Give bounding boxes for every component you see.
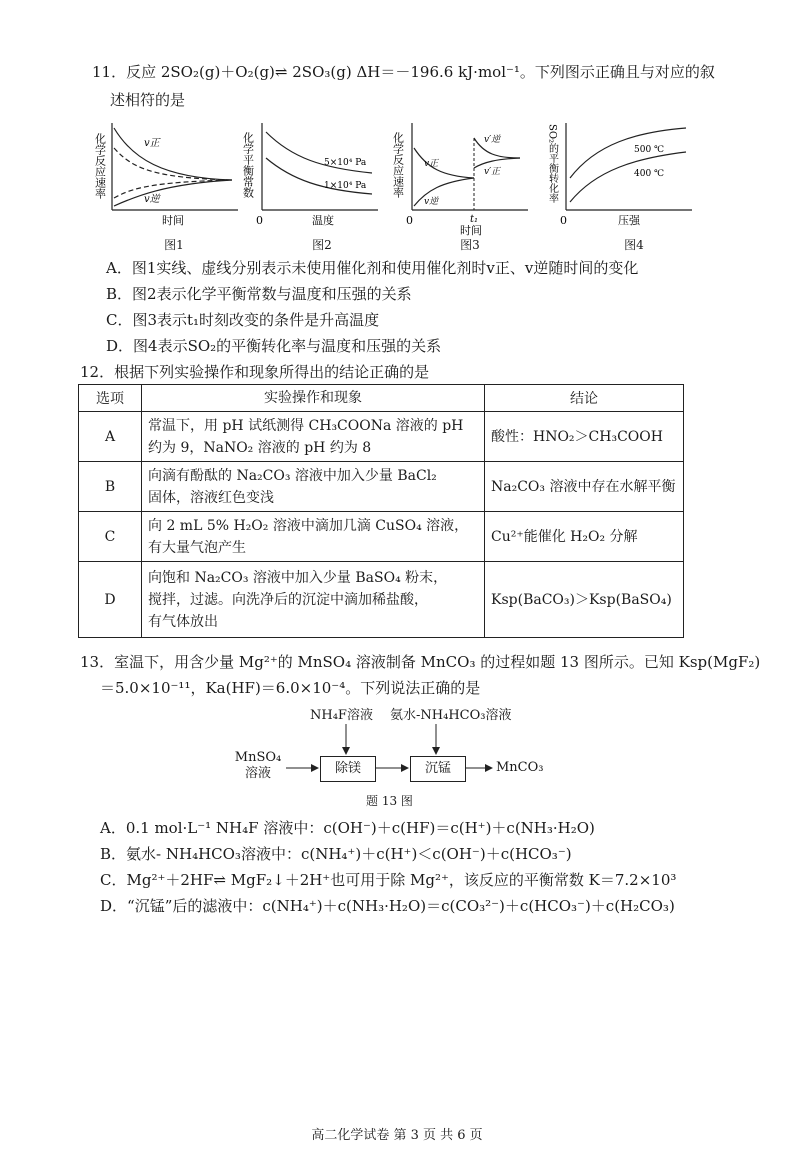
fig3-label-ni2: v′逆 (484, 135, 501, 145)
row-option: C (79, 512, 142, 562)
fig4-curve-top (570, 128, 686, 178)
fig4-ylabel: SO₂的平衡转化率 (546, 124, 558, 204)
figure-2-graph (242, 118, 382, 238)
figure-1 (92, 118, 242, 252)
fig1-dashed-top (114, 148, 232, 180)
q12-table (78, 384, 684, 638)
fig3-v-ni (414, 178, 474, 206)
row-operation (142, 562, 485, 638)
flow-start-line1: MnSO₄ (234, 750, 282, 765)
fig2-ylabel: 化学平衡常数 (241, 132, 255, 198)
figure-2 (241, 118, 382, 252)
table-row (79, 512, 684, 562)
fig3-caption: 图3 (460, 238, 480, 252)
q11-option-c: C．图3表示t₁时刻改变的条件是升高温度 (106, 311, 380, 329)
flow-input-ammonia: 氨水-NH₄HCO₃溶液 (390, 708, 512, 723)
fig2-label-bottom: 1×10⁴ Pa (324, 181, 367, 191)
fig4-label-top: 500 ℃ (634, 145, 665, 155)
fig3-origin: 0 (406, 214, 413, 227)
q13-option-a: A．0.1 mol·L⁻¹ NH₄F 溶液中：c(OH⁻)＋c(HF)＝c(H⁺)＋c(NH₃·H₂O) (100, 819, 595, 837)
q11-option-a: A．图1实线、虚线分别表示未使用催化剂和使用催化剂时v正、v逆随时间的变化 (106, 259, 639, 277)
table-header-operation: 实验操作和现象 (142, 385, 485, 412)
fig1-ylabel: 化学反应速率 (93, 133, 107, 199)
row-operation-line: 常温下，用 pH 试纸测得 CH₃COONa 溶液的 pH (148, 417, 464, 434)
q12-stem: 12．根据下列实验操作和现象所得出的结论正确的是 (80, 363, 430, 381)
q11-option-b: B．图2表示化学平衡常数与温度和压强的关系 (106, 285, 412, 303)
figure-4-graph (546, 118, 696, 238)
row-option: D (79, 562, 142, 638)
fig1-label-top: v正 (144, 138, 160, 149)
fig3-v-zheng (414, 148, 474, 178)
q11-stem-line1: 11．反应 2SO₂(g)＋O₂(g)⇌ 2SO₃(g) ΔH＝－196.6 kJ·mol⁻¹。下列图示正确且与对应的叙 (92, 63, 715, 81)
fig2-caption: 图2 (312, 238, 332, 252)
fig1-dashed-bottom (114, 180, 232, 198)
row-operation (142, 412, 485, 462)
fig3-label-zheng: v正 (424, 159, 439, 169)
q13-stem-line1: 13．室温下，用含少量 Mg²⁺的 MnSO₄ 溶液制备 MnCO₃ 的过程如题 13 图所示。已知 Ksp(MgF₂) (80, 653, 761, 671)
fig1-caption: 图1 (164, 238, 184, 252)
fig1-xlabel: 时间 (162, 214, 184, 227)
row-conclusion: Ksp(BaCO₃)＞Ksp(BaSO₄) (485, 562, 684, 638)
table-row (79, 462, 684, 512)
table-header-row (79, 385, 684, 412)
table-header-option: 选项 (79, 385, 142, 412)
fig1-label-bottom: v逆 (144, 194, 160, 205)
fig1-solid-bottom (114, 180, 232, 206)
fig2-xlabel: 温度 (312, 214, 334, 227)
row-option: A (79, 412, 142, 462)
fig3-label-zheng2: v′正 (484, 167, 501, 177)
q11-stem-line2: 述相符的是 (110, 91, 186, 109)
row-conclusion: 酸性：HNO₂＞CH₃COOH (485, 412, 684, 462)
page-footer: 高二化学试卷 第 3 页 共 6 页 (311, 1128, 483, 1143)
row-operation (142, 462, 485, 512)
row-conclusion: Na₂CO₃ 溶液中存在水解平衡 (485, 462, 684, 512)
figure-4 (546, 118, 696, 252)
flow-input-nh4f: NH₄F溶液 (310, 708, 373, 723)
fig2-label-top: 5×10⁴ Pa (324, 158, 367, 168)
q13-option-b: B．氨水- NH₄HCO₃溶液中：c(NH₄⁺)＋c(H⁺)＜c(OH⁻)＋c(HCO₃⁻) (100, 845, 572, 863)
row-conclusion: Cu²⁺能催化 H₂O₂ 分解 (485, 512, 684, 562)
row-operation-line: 有大量气泡产生 (148, 539, 246, 556)
figure-3 (391, 118, 532, 252)
fig1-solid-top (114, 128, 232, 180)
q13-option-d: D．“沉锰”后的滤液中：c(NH₄⁺)＋c(NH₃·H₂O)＝c(CO₃²⁻)＋c(HCO₃⁻)＋c(H₂CO₃) (100, 897, 675, 915)
fig2-origin: 0 (256, 214, 263, 227)
row-operation-line: 有气体放出 (148, 613, 218, 630)
figure-1-graph (92, 118, 242, 238)
row-operation-line: 约为 9，NaNO₂ 溶液的 pH 约为 8 (148, 439, 372, 456)
q13-option-c: C．Mg²⁺＋2HF⇌ MgF₂↓＋2H⁺也可用于除 Mg²⁺，该反应的平衡常数 K＝7.2×10³ (100, 871, 677, 889)
flow-start-line2: 溶液 (244, 766, 271, 781)
figure-3-graph (392, 118, 532, 238)
q13-stem-line2: ＝5.0×10⁻¹¹，Ka(HF)＝6.0×10⁻⁴。下列说法正确的是 (100, 679, 481, 697)
flow-box-precipitate-mn: 沉锰 (410, 756, 466, 782)
row-operation-line: 向 2 mL 5% H₂O₂ 溶液中滴加几滴 CuSO₄ 溶液， (148, 517, 469, 534)
table-row (79, 562, 684, 638)
fig3-ylabel: 化学反应速率 (391, 132, 405, 198)
flow-caption: 题 13 图 (366, 794, 413, 808)
row-operation-line: 向饱和 Na₂CO₃ 溶液中加入少量 BaSO₄ 粉末， (148, 569, 448, 586)
row-operation-line: 搅拌，过滤。向洗净后的沉淀中滴加稀盐酸， (148, 591, 428, 608)
table-header-conclusion: 结论 (485, 385, 684, 412)
fig4-xlabel: 压强 (618, 214, 640, 227)
row-operation-line: 固体，溶液红色变浅 (148, 489, 274, 506)
fig3-label-ni: v逆 (424, 197, 439, 207)
fig4-caption: 图4 (624, 238, 644, 252)
fig4-label-bottom: 400 ℃ (634, 169, 665, 179)
flow-start (234, 750, 282, 782)
table-row (79, 412, 684, 462)
fig4-origin: 0 (560, 214, 567, 227)
row-operation (142, 512, 485, 562)
flow-product: MnCO₃ (496, 760, 544, 775)
fig3-xlabel: 时间 (460, 224, 482, 237)
fig3-tick: t₁ (470, 214, 479, 225)
q13-flow-diagram (230, 704, 560, 814)
row-operation-line: 向滴有酚酞的 Na₂CO₃ 溶液中加入少量 BaCl₂ (148, 467, 437, 484)
row-option: B (79, 462, 142, 512)
flow-box-remove-mg: 除镁 (320, 756, 376, 782)
q11-option-d: D．图4表示SO₂的平衡转化率与温度和压强的关系 (106, 337, 442, 355)
